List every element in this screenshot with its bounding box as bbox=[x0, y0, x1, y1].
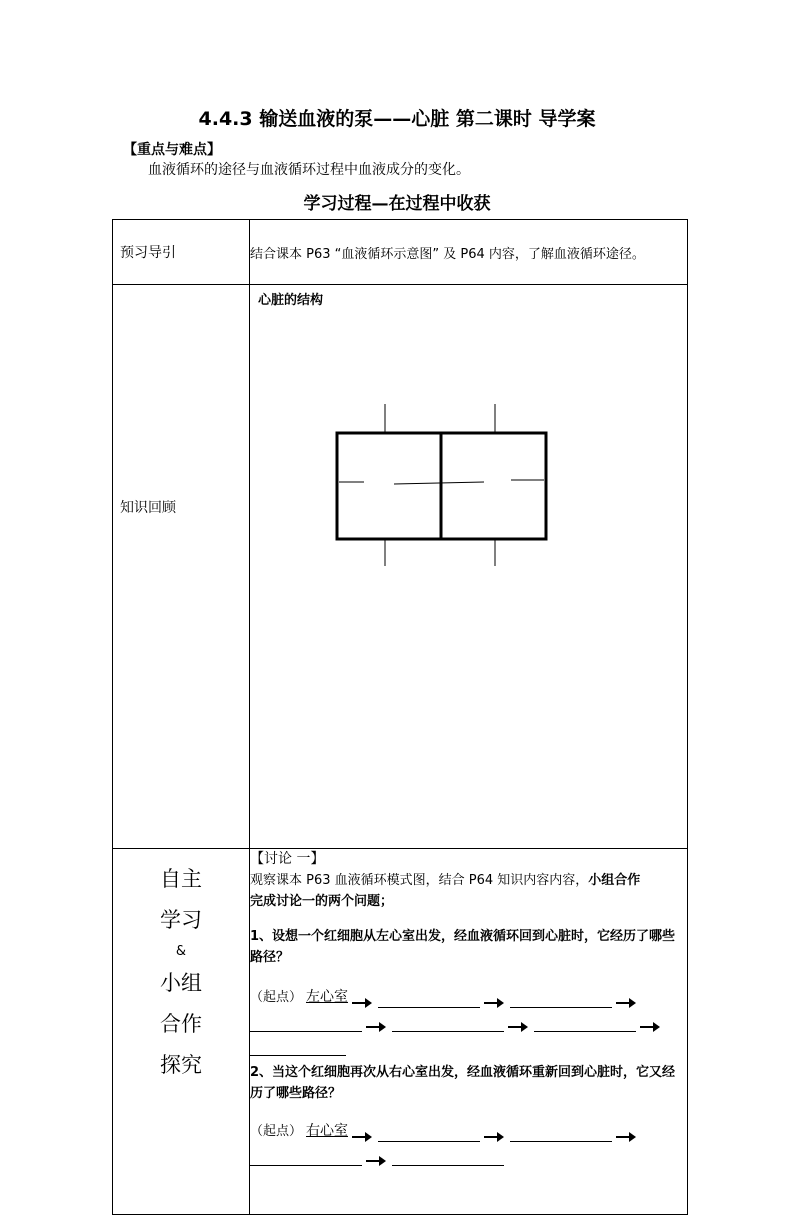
study-label-line: 学习 bbox=[160, 908, 202, 932]
intro-bold: 小组合作 bbox=[588, 873, 641, 888]
review-label: 知识回顾 bbox=[113, 285, 250, 849]
answer-blank[interactable] bbox=[250, 1017, 362, 1032]
keypoints-heading: 【重点与难点】 bbox=[123, 142, 221, 158]
q1-path-row-3 bbox=[250, 1032, 687, 1056]
heart-structure-title: 心脏的结构 bbox=[258, 293, 324, 308]
q2-path-row-2 bbox=[250, 1142, 687, 1166]
study-label-line: 合作 bbox=[160, 1012, 202, 1036]
heart-diagram bbox=[254, 308, 694, 588]
study-label-line: 小组 bbox=[160, 971, 202, 995]
answer-blank[interactable] bbox=[250, 1151, 362, 1166]
process-heading: 学习过程—在过程中收获 bbox=[303, 194, 491, 214]
discussion-heading: 【讨论 一】 bbox=[250, 851, 325, 867]
answer-blank[interactable] bbox=[392, 1151, 504, 1166]
arrow-icon bbox=[366, 1156, 388, 1166]
arrow-icon bbox=[366, 1022, 388, 1032]
answer-blank[interactable] bbox=[250, 1041, 346, 1056]
answer-blank[interactable] bbox=[378, 993, 480, 1008]
review-cell bbox=[250, 285, 688, 849]
answer-blank[interactable] bbox=[392, 1017, 504, 1032]
inner-line bbox=[394, 482, 484, 484]
study-cell bbox=[250, 849, 688, 1215]
study-table bbox=[112, 219, 688, 1215]
arrow-icon bbox=[352, 998, 374, 1008]
arrow-icon bbox=[616, 998, 638, 1008]
study-label-line: 自主 bbox=[160, 867, 202, 891]
discussion-intro bbox=[250, 870, 687, 891]
arrow-icon bbox=[508, 1022, 530, 1032]
answer-blank[interactable] bbox=[510, 993, 612, 1008]
arrow-icon bbox=[484, 998, 506, 1008]
question-2: 2、当这个红细胞再次从右心室出发，经血液循环重新回到心脏时，它又经历了哪些路径？ bbox=[250, 1065, 676, 1101]
q2-path-row-1 bbox=[250, 1118, 687, 1142]
preview-row bbox=[113, 220, 688, 285]
question-1: 1、设想一个红细胞从左心室出发，经血液循环回到心脏时，它经历了哪些路径？ bbox=[250, 929, 676, 965]
answer-blank[interactable] bbox=[534, 1017, 636, 1032]
keypoints-text: 血液循环的途径与血液循环过程中血液成分的变化。 bbox=[148, 162, 470, 178]
study-label-line: 探究 bbox=[160, 1053, 202, 1077]
arrow-icon bbox=[640, 1022, 662, 1032]
study-label-amp: & bbox=[175, 944, 187, 959]
arrow-icon bbox=[616, 1132, 638, 1142]
study-label bbox=[113, 849, 250, 1215]
discussion-intro-2: 完成讨论一的两个问题； bbox=[250, 894, 394, 909]
start-label: （起点） bbox=[250, 990, 303, 1005]
study-row bbox=[113, 849, 688, 1215]
q1-path-row-2 bbox=[250, 1008, 687, 1032]
q2-start: 右心室 bbox=[306, 1123, 349, 1139]
intro-text: 观察课本 P63 血液循环模式图，结合 P64 知识内容内容， bbox=[250, 873, 589, 888]
arrow-icon bbox=[484, 1132, 506, 1142]
q1-start: 左心室 bbox=[306, 989, 349, 1005]
preview-text: 结合课本 P63 “血液循环示意图” 及 P64 内容，了解血液循环途径。 bbox=[250, 220, 688, 285]
preview-label: 预习导引 bbox=[113, 220, 250, 285]
arrow-icon bbox=[352, 1132, 374, 1142]
page-title: 4.4.3 输送血液的泵——心脏 第二课时 导学案 bbox=[198, 108, 596, 130]
q1-path-row-1 bbox=[250, 984, 687, 1008]
review-row bbox=[113, 285, 688, 849]
start-label: （起点） bbox=[250, 1124, 303, 1139]
answer-blank[interactable] bbox=[510, 1127, 612, 1142]
answer-blank[interactable] bbox=[378, 1127, 480, 1142]
